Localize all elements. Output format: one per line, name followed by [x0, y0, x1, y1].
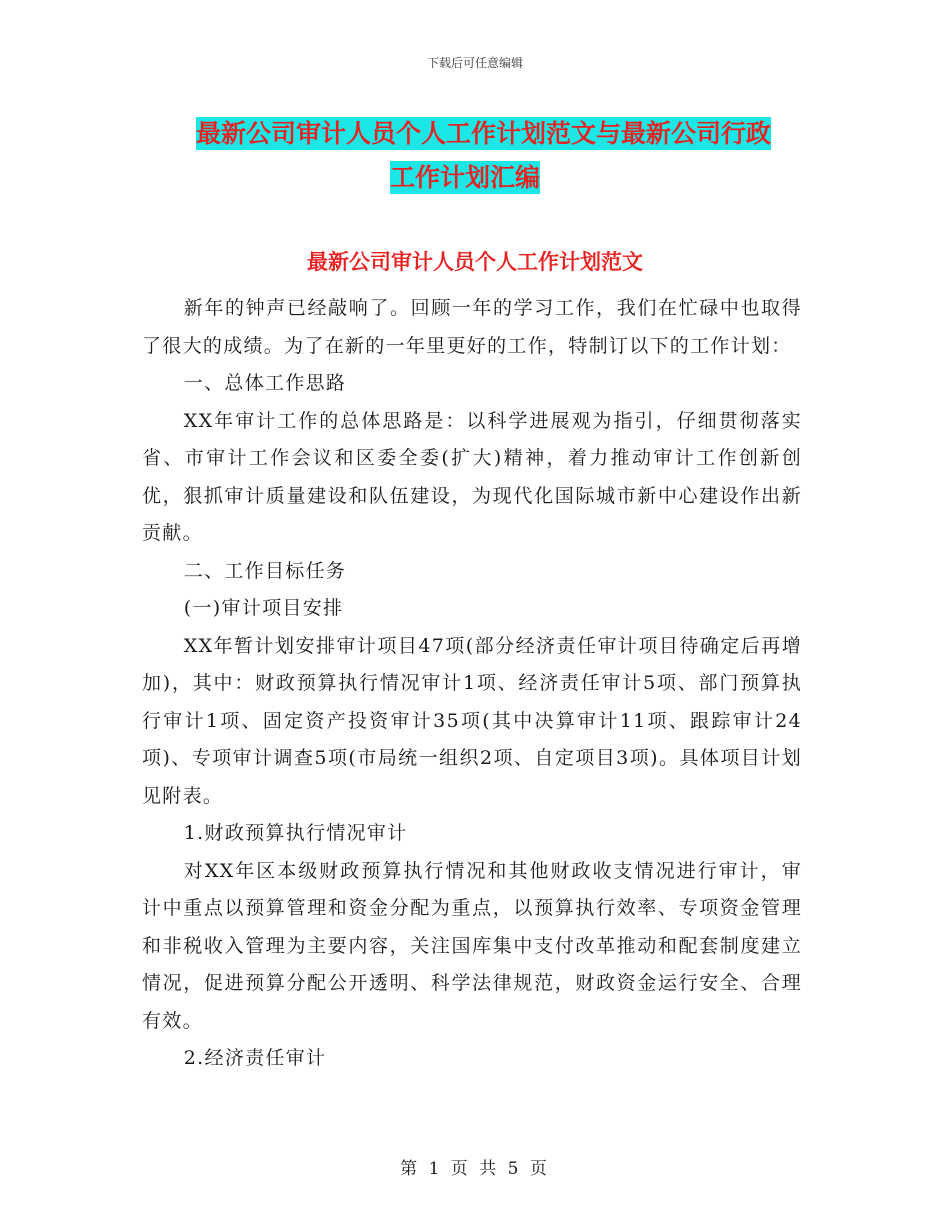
paragraph-overall-approach: XX年审计工作的总体思路是：以科学进展观为指引，仔细贯彻落实省、市审计工作会议和区委全委(扩大)精神，着力推动审计工作创新创优，狠抓审计质量建设和队伍建设，为现代化国际城市新中心建设作出新贡献。	[142, 409, 802, 544]
heading-work-targets: 二、工作目标任务	[183, 559, 347, 582]
paragraph-budget-audit: 对XX年区本级财政预算执行情况和其他财政收支情况进行审计，审计中重点以预算管理和资金分配为重点，以预算执行效率、专项资金管理和非税收入管理为主要内容，关注国库集中支付改革推动和配套制度建立情况，促进预算分配公开透明、科学法律规范，财政资金运行安全、合理有效。	[142, 859, 802, 1032]
paragraph-audit-projects: XX年暂计划安排审计项目47项(部分经济责任审计项目待确定后再增加)，其中：财政预算执行情况审计1项、经济责任审计5项、部门预算执行审计1项、固定资产投资审计35项(其中决算审计11项、跟踪审计24项)、专项审计调查5项(市局统一组织2项、自定项目3项)。具体项目计划见附表。	[142, 634, 802, 807]
document-body	[142, 290, 802, 1078]
document-title	[190, 112, 810, 200]
title-line-1: 最新公司审计人员个人工作计划范文与最新公司行政	[196, 119, 772, 148]
page-footer: 第 1 页 共 5 页	[400, 1159, 550, 1179]
title-line-2: 工作计划汇编	[390, 163, 541, 192]
paragraph-intro: 新年的钟声已经敲响了。回顾一年的学习工作，我们在忙碌中也取得了很大的成绩。为了在新的一年里更好的工作，特制订以下的工作计划：	[142, 297, 802, 357]
heading-economic-audit: 2.经济责任审计	[183, 1047, 327, 1069]
header-note: 下载后可任意编辑	[426, 56, 523, 70]
heading-audit-projects: (一)审计项目安排	[183, 597, 344, 619]
heading-budget-audit: 1.财政预算执行情况审计	[183, 822, 408, 844]
section-title: 最新公司审计人员个人工作计划范文	[307, 250, 643, 274]
heading-overall-approach: 一、总体工作思路	[183, 372, 347, 394]
